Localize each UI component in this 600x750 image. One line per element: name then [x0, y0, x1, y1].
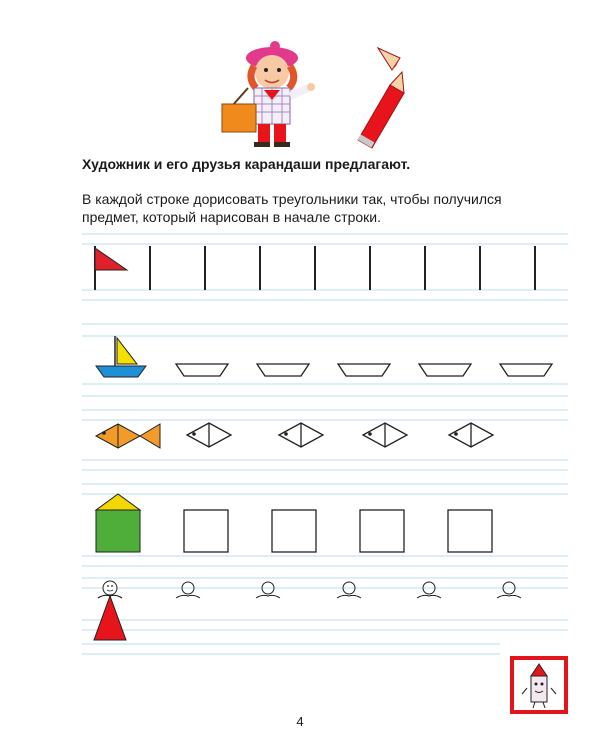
- fish-body: [187, 423, 493, 447]
- instruction-line-1: В каждой строке дорисовать треугольники так, чтобы получился: [82, 191, 502, 207]
- instruction-line-2: предмет, который нарисован в начале строки.: [82, 209, 381, 225]
- flag-pole: [150, 246, 535, 290]
- instruction-text: [82, 190, 568, 226]
- page-number: 4: [296, 714, 304, 729]
- house-walls: [184, 510, 492, 552]
- row-house: [96, 494, 492, 552]
- house-sample: [96, 494, 140, 552]
- row-boat: [96, 336, 552, 377]
- pencil-logo-icon: [512, 658, 566, 712]
- page-heading: Художник и его друзья карандаши предлагают.: [82, 156, 411, 172]
- artist-boy-illustration: [222, 41, 315, 147]
- red-pencil-illustration: [358, 48, 404, 148]
- row-fish: [96, 423, 493, 448]
- fish-eye: [192, 432, 458, 436]
- doll-head: [176, 582, 521, 598]
- row-doll: [94, 581, 521, 640]
- flag-sample: [95, 246, 127, 290]
- boat-sample: [96, 336, 146, 377]
- doll-sample: [94, 581, 126, 640]
- fish-sample: [96, 424, 160, 448]
- boat-hull: [176, 364, 552, 376]
- row-flag: [95, 246, 535, 290]
